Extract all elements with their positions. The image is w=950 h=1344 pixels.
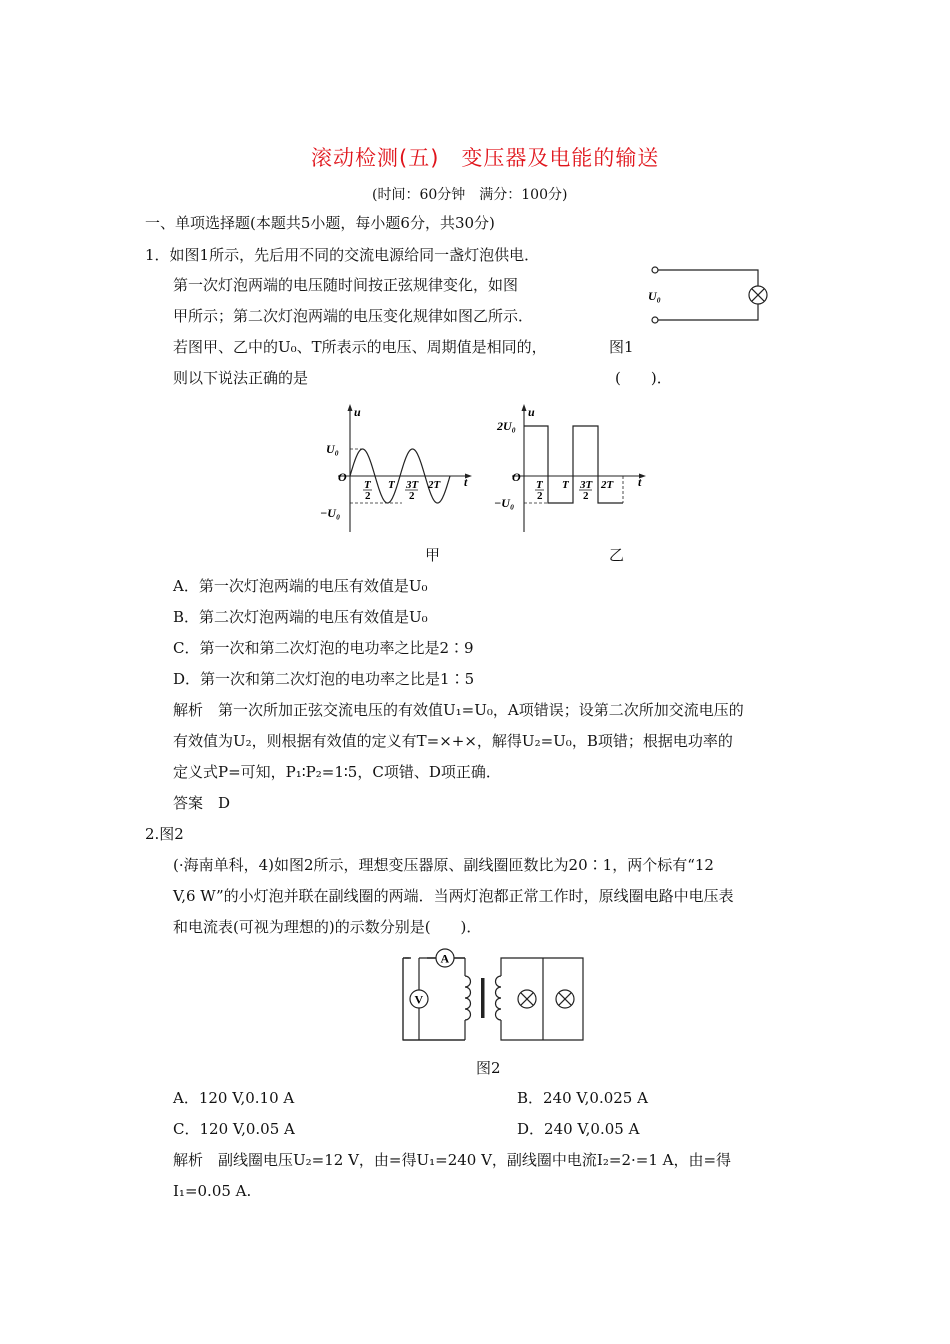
neg-u0-tick-label: −U₀ [494, 496, 515, 510]
graph-yi [492, 400, 657, 540]
q1-option-d: D．第一次和第二次灯泡的电功率之比是1∶5 [173, 670, 475, 688]
graph-yi-caption: 乙 [609, 546, 625, 564]
page-title: 滚动检测(五) 变压器及电能的输送 [311, 146, 660, 170]
voltmeter-label: V [414, 992, 424, 1007]
section-heading: 一、单项选择题(本题共5小题，每小题6分，共30分) [145, 214, 495, 232]
fig1-u0-label: U₀ [648, 289, 661, 303]
lamp-1-icon [518, 990, 536, 1008]
q2-option-b: B．240 V,0.025 A [517, 1089, 648, 1107]
q1-option-a: A．第一次灯泡两端的电压有效值是U₀ [173, 577, 428, 595]
graph-jia [318, 400, 483, 540]
q2-option-c: C．120 V,0.05 A [173, 1120, 295, 1138]
fig1-circuit [640, 258, 775, 338]
subtitle: (时间：60分钟 满分：100分) [372, 187, 568, 203]
q1-answer-blank: ( )． [615, 369, 672, 387]
voltmeter-icon [410, 990, 428, 1008]
q1-line-1: 1．如图1所示，先后用不同的交流电源给同一盏灯泡供电． [145, 246, 540, 264]
ammeter-label: A [440, 951, 450, 966]
fig2-label: 图2 [476, 1059, 501, 1077]
tick-half-t-num: T [536, 479, 543, 491]
origin-label: O [338, 470, 347, 484]
ammeter-icon [436, 949, 454, 967]
q2-head: 2.图2 [145, 825, 184, 843]
fig2-circuit [395, 944, 595, 1052]
lamp-2-icon [556, 990, 574, 1008]
q1-line-3: 甲所示；第二次灯泡两端的电压变化规律如图乙所示． [173, 307, 534, 325]
u0-tick-label: U₀ [326, 442, 339, 456]
q1-analysis-3: 定义式P=可知，P₁∶P₂=1∶5，C项错、D项正确． [173, 763, 501, 781]
tick-2t: 2T [428, 479, 441, 491]
q2-line-3: 和电流表(可视为理想的)的示数分别是( )． [173, 918, 482, 936]
q1-analysis-1: 解析 第一次所加正弦交流电压的有效值U₁=U₀，A项错误；设第二次所加交流电压的 [173, 701, 744, 719]
tick-3half-t-num: 3T [580, 479, 593, 491]
axis-t-label: t [464, 475, 468, 489]
tick-half-t-den: 2 [365, 490, 371, 502]
tick-t: T [562, 479, 569, 491]
neg-u0-tick-label: −U₀ [320, 506, 341, 520]
q2-line-2: V,6 W”的小灯泡并联在副线圈的两端．当两灯泡都正常工作时，原线圈电路中电压表 [173, 887, 734, 905]
q1-analysis-2: 有效值为U₂，则根据有效值的定义有T=×+×，解得U₂=U₀，B项错；根据电功率的 [173, 732, 733, 750]
q2-analysis-1: 解析 副线圈电压U₂=12 V，由=得U₁=240 V，副线圈中电流I₂=2·=1 A，由=得 [173, 1151, 732, 1169]
transformer-icon [465, 976, 501, 1020]
q2-line-1: (·海南单科，4)如图2所示，理想变压器原、副线圈匝数比为20∶1，两个标有“12 [173, 856, 714, 874]
q1-answer: 答案 D [173, 794, 231, 812]
tick-t: T [388, 479, 395, 491]
q1-line-4: 若图甲、乙中的U₀、T所表示的电压、周期值是相同的， [173, 338, 547, 356]
terminal-top-icon [652, 267, 658, 273]
graph-jia-caption: 甲 [425, 546, 441, 564]
q2-option-a: A．120 V,0.10 A [173, 1089, 295, 1107]
tick-2t: 2T [601, 479, 614, 491]
axis-u-label: u [528, 405, 535, 419]
q1-option-c: C．第一次和第二次灯泡的电功率之比是2∶9 [173, 639, 474, 657]
q1-line-2: 第一次灯泡两端的电压随时间按正弦规律变化，如图 [173, 276, 519, 294]
tick-3half-t-den: 2 [409, 490, 415, 502]
q2-analysis-2: I₁=0.05 A. [173, 1182, 252, 1200]
fig1-label: 图1 [609, 338, 634, 356]
tick-half-t-num: T [364, 479, 371, 491]
axis-t-label: t [638, 475, 642, 489]
axis-u-label: u [354, 405, 361, 419]
q2-option-d: D．240 V,0.05 A [517, 1120, 640, 1138]
tick-3half-t-num: 3T [406, 479, 419, 491]
q1-option-b: B．第二次灯泡两端的电压有效值是U₀ [173, 608, 428, 626]
tick-3half-t-den: 2 [583, 490, 589, 502]
origin-label: O [512, 470, 521, 484]
q1-line-5: 则以下说法正确的是 [173, 369, 309, 387]
lamp-icon [749, 286, 767, 304]
tick-half-t-den: 2 [537, 490, 543, 502]
terminal-bottom-icon [652, 317, 658, 323]
2u0-tick-label: 2U₀ [497, 419, 516, 433]
